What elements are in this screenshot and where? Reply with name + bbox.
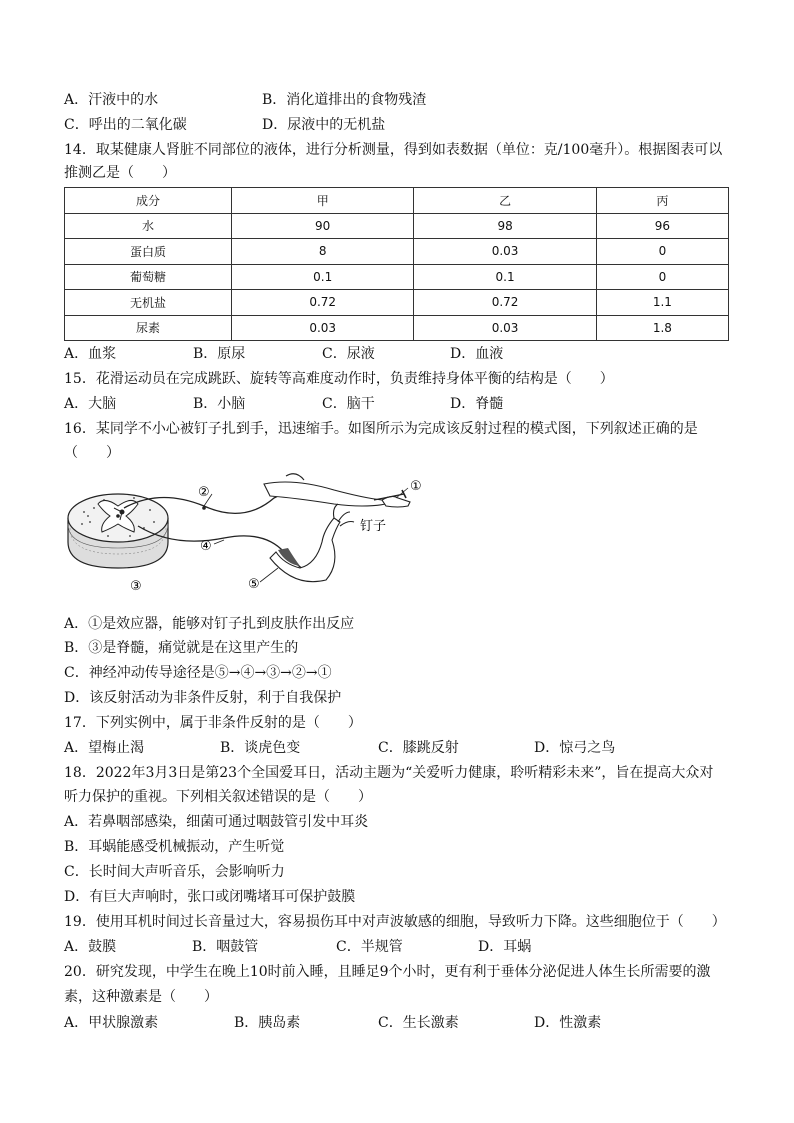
table-cell: 1.1 xyxy=(596,290,728,316)
table-cell: 90 xyxy=(232,213,414,239)
q14-option-b: B．原尿 xyxy=(193,346,246,362)
table-header-cell: 乙 xyxy=(414,188,596,214)
table-cell: 96 xyxy=(596,213,728,239)
table-cell: 0 xyxy=(596,264,728,290)
q19-option-b: B．咽鼓管 xyxy=(192,939,259,955)
q16-stem-line1: 16．某同学不小心被钉子扎到手，迅速缩手。如图所示为完成该反射过程的模式图，下列叙述正确的是 xyxy=(64,421,698,437)
q13-option-a: A．汗液中的水 xyxy=(64,92,159,108)
table-cell: 水 xyxy=(65,213,232,239)
reflex-arc-figure xyxy=(64,468,434,598)
marker-5: ⑤ xyxy=(248,577,260,592)
q16-stem-line2: （ ） xyxy=(64,445,120,461)
q17-option-d: D．惊弓之鸟 xyxy=(534,740,616,756)
q14-option-a: A．血浆 xyxy=(64,346,117,362)
marker-2: ② xyxy=(198,485,210,500)
q18-option-c: C．长时间大声听音乐，会影响听力 xyxy=(64,864,285,880)
q20-option-a: A．甲状腺激素 xyxy=(64,1015,159,1031)
q15-option-b: B．小脑 xyxy=(193,396,246,412)
q15-option-c: C．脑干 xyxy=(322,396,375,412)
q17-option-a: A．望梅止渴 xyxy=(64,740,145,756)
table-row xyxy=(65,213,729,239)
q19-stem: 19．使用耳机时间过长音量过大，容易损伤耳中对声波敏感的细胞，导致听力下降。这些细胞位于（ ） xyxy=(64,914,726,930)
table-cell: 葡萄糖 xyxy=(65,264,232,290)
q17-option-b: B．谈虎色变 xyxy=(220,740,301,756)
table-header-cell: 丙 xyxy=(596,188,728,214)
q18-option-b: B．耳蜗能感受机械振动，产生听觉 xyxy=(64,839,285,855)
q20-stem-line2: 素，这种激素是（ ） xyxy=(64,989,218,1005)
q14-data-table xyxy=(64,187,729,341)
table-cell: 0.03 xyxy=(414,315,596,341)
q15-option-d: D．脊髓 xyxy=(450,396,504,412)
table-cell: 蛋白质 xyxy=(65,239,232,265)
marker-3: ③ xyxy=(130,579,142,594)
spinal-cord-illustration xyxy=(68,494,168,568)
table-cell: 98 xyxy=(414,213,596,239)
marker-4: ④ xyxy=(200,539,212,554)
q18-stem-line2: 听力保护的重视。下列相关叙述错误的是（ ） xyxy=(64,789,372,805)
q13-option-c: C．呼出的二氧化碳 xyxy=(64,117,187,133)
q20-option-b: B．胰岛素 xyxy=(234,1015,301,1031)
q16-option-d: D．该反射活动为非条件反射，利于自我保护 xyxy=(64,690,342,706)
table-header-cell: 成分 xyxy=(65,188,232,214)
q20-option-d: D．性激素 xyxy=(534,1015,602,1031)
table-cell: 0.1 xyxy=(232,264,414,290)
q20-stem-line1: 20．研究发现，中学生在晚上10时前入睡，且睡足9个小时，更有利于垂体分泌促进人体生长所需要的激 xyxy=(64,964,711,980)
table-header-cell: 甲 xyxy=(232,188,414,214)
table-cell: 0.03 xyxy=(414,239,596,265)
q18-stem-line1: 18．2022年3月3日是第23个全国爱耳日，活动主题为“关爱听力健康，聆听精彩未来”，旨在提高大众对 xyxy=(64,765,714,781)
q15-stem: 15．花滑运动员在完成跳跃、旋转等高难度动作时，负责维持身体平衡的结构是（ ） xyxy=(64,371,614,387)
table-cell: 8 xyxy=(232,239,414,265)
table-row xyxy=(65,315,729,341)
q19-option-c: C．半规管 xyxy=(336,939,403,955)
q14-option-c: C．尿液 xyxy=(322,346,375,362)
table-row xyxy=(65,239,729,265)
q14-option-d: D．血液 xyxy=(450,346,504,362)
q14-stem-line2: 推测乙是（ ） xyxy=(64,165,176,181)
table-cell: 无机盐 xyxy=(65,290,232,316)
table-row xyxy=(65,290,729,316)
arm-illustration xyxy=(264,474,410,582)
q19-option-a: A．鼓膜 xyxy=(64,939,117,955)
q16-option-c: C．神经冲动传导途径是⑤→④→③→②→① xyxy=(64,665,332,681)
q16-option-b: B．③是脊髓，痛觉就是在这里产生的 xyxy=(64,640,299,656)
q20-option-c: C．生长激素 xyxy=(378,1015,459,1031)
q16-option-a: A．①是效应器，能够对钉子扎到皮肤作出反应 xyxy=(64,616,355,632)
q18-option-d: D．有巨大声响时，张口或闭嘴堵耳可保护鼓膜 xyxy=(64,889,356,905)
q17-stem: 17．下列实例中，属于非条件反射的是（ ） xyxy=(64,715,362,731)
table-cell: 1.8 xyxy=(596,315,728,341)
q18-option-a: A．若鼻咽部感染，细菌可通过咽鼓管引发中耳炎 xyxy=(64,814,369,830)
table-cell: 尿素 xyxy=(65,315,232,341)
q19-option-d: D．耳蜗 xyxy=(478,939,532,955)
table-cell: 0.72 xyxy=(232,290,414,316)
table-cell: 0 xyxy=(596,239,728,265)
q17-option-c: C．膝跳反射 xyxy=(378,740,459,756)
q13-option-b: B．消化道排出的食物残渣 xyxy=(262,92,427,108)
table-cell: 0.72 xyxy=(414,290,596,316)
q13-option-d: D．尿液中的无机盐 xyxy=(262,117,386,133)
table-row xyxy=(65,264,729,290)
table-cell: 0.03 xyxy=(232,315,414,341)
q14-stem-line1: 14．取某健康人肾脏不同部位的液体，进行分析测量，得到如表数据（单位：克/100毫升）。根据图表可以 xyxy=(64,142,723,158)
table-header-row xyxy=(65,188,729,214)
q15-option-a: A．大脑 xyxy=(64,396,117,412)
table-cell: 0.1 xyxy=(414,264,596,290)
marker-1: ① xyxy=(410,479,422,494)
nail-label: 钉子 xyxy=(360,519,387,534)
